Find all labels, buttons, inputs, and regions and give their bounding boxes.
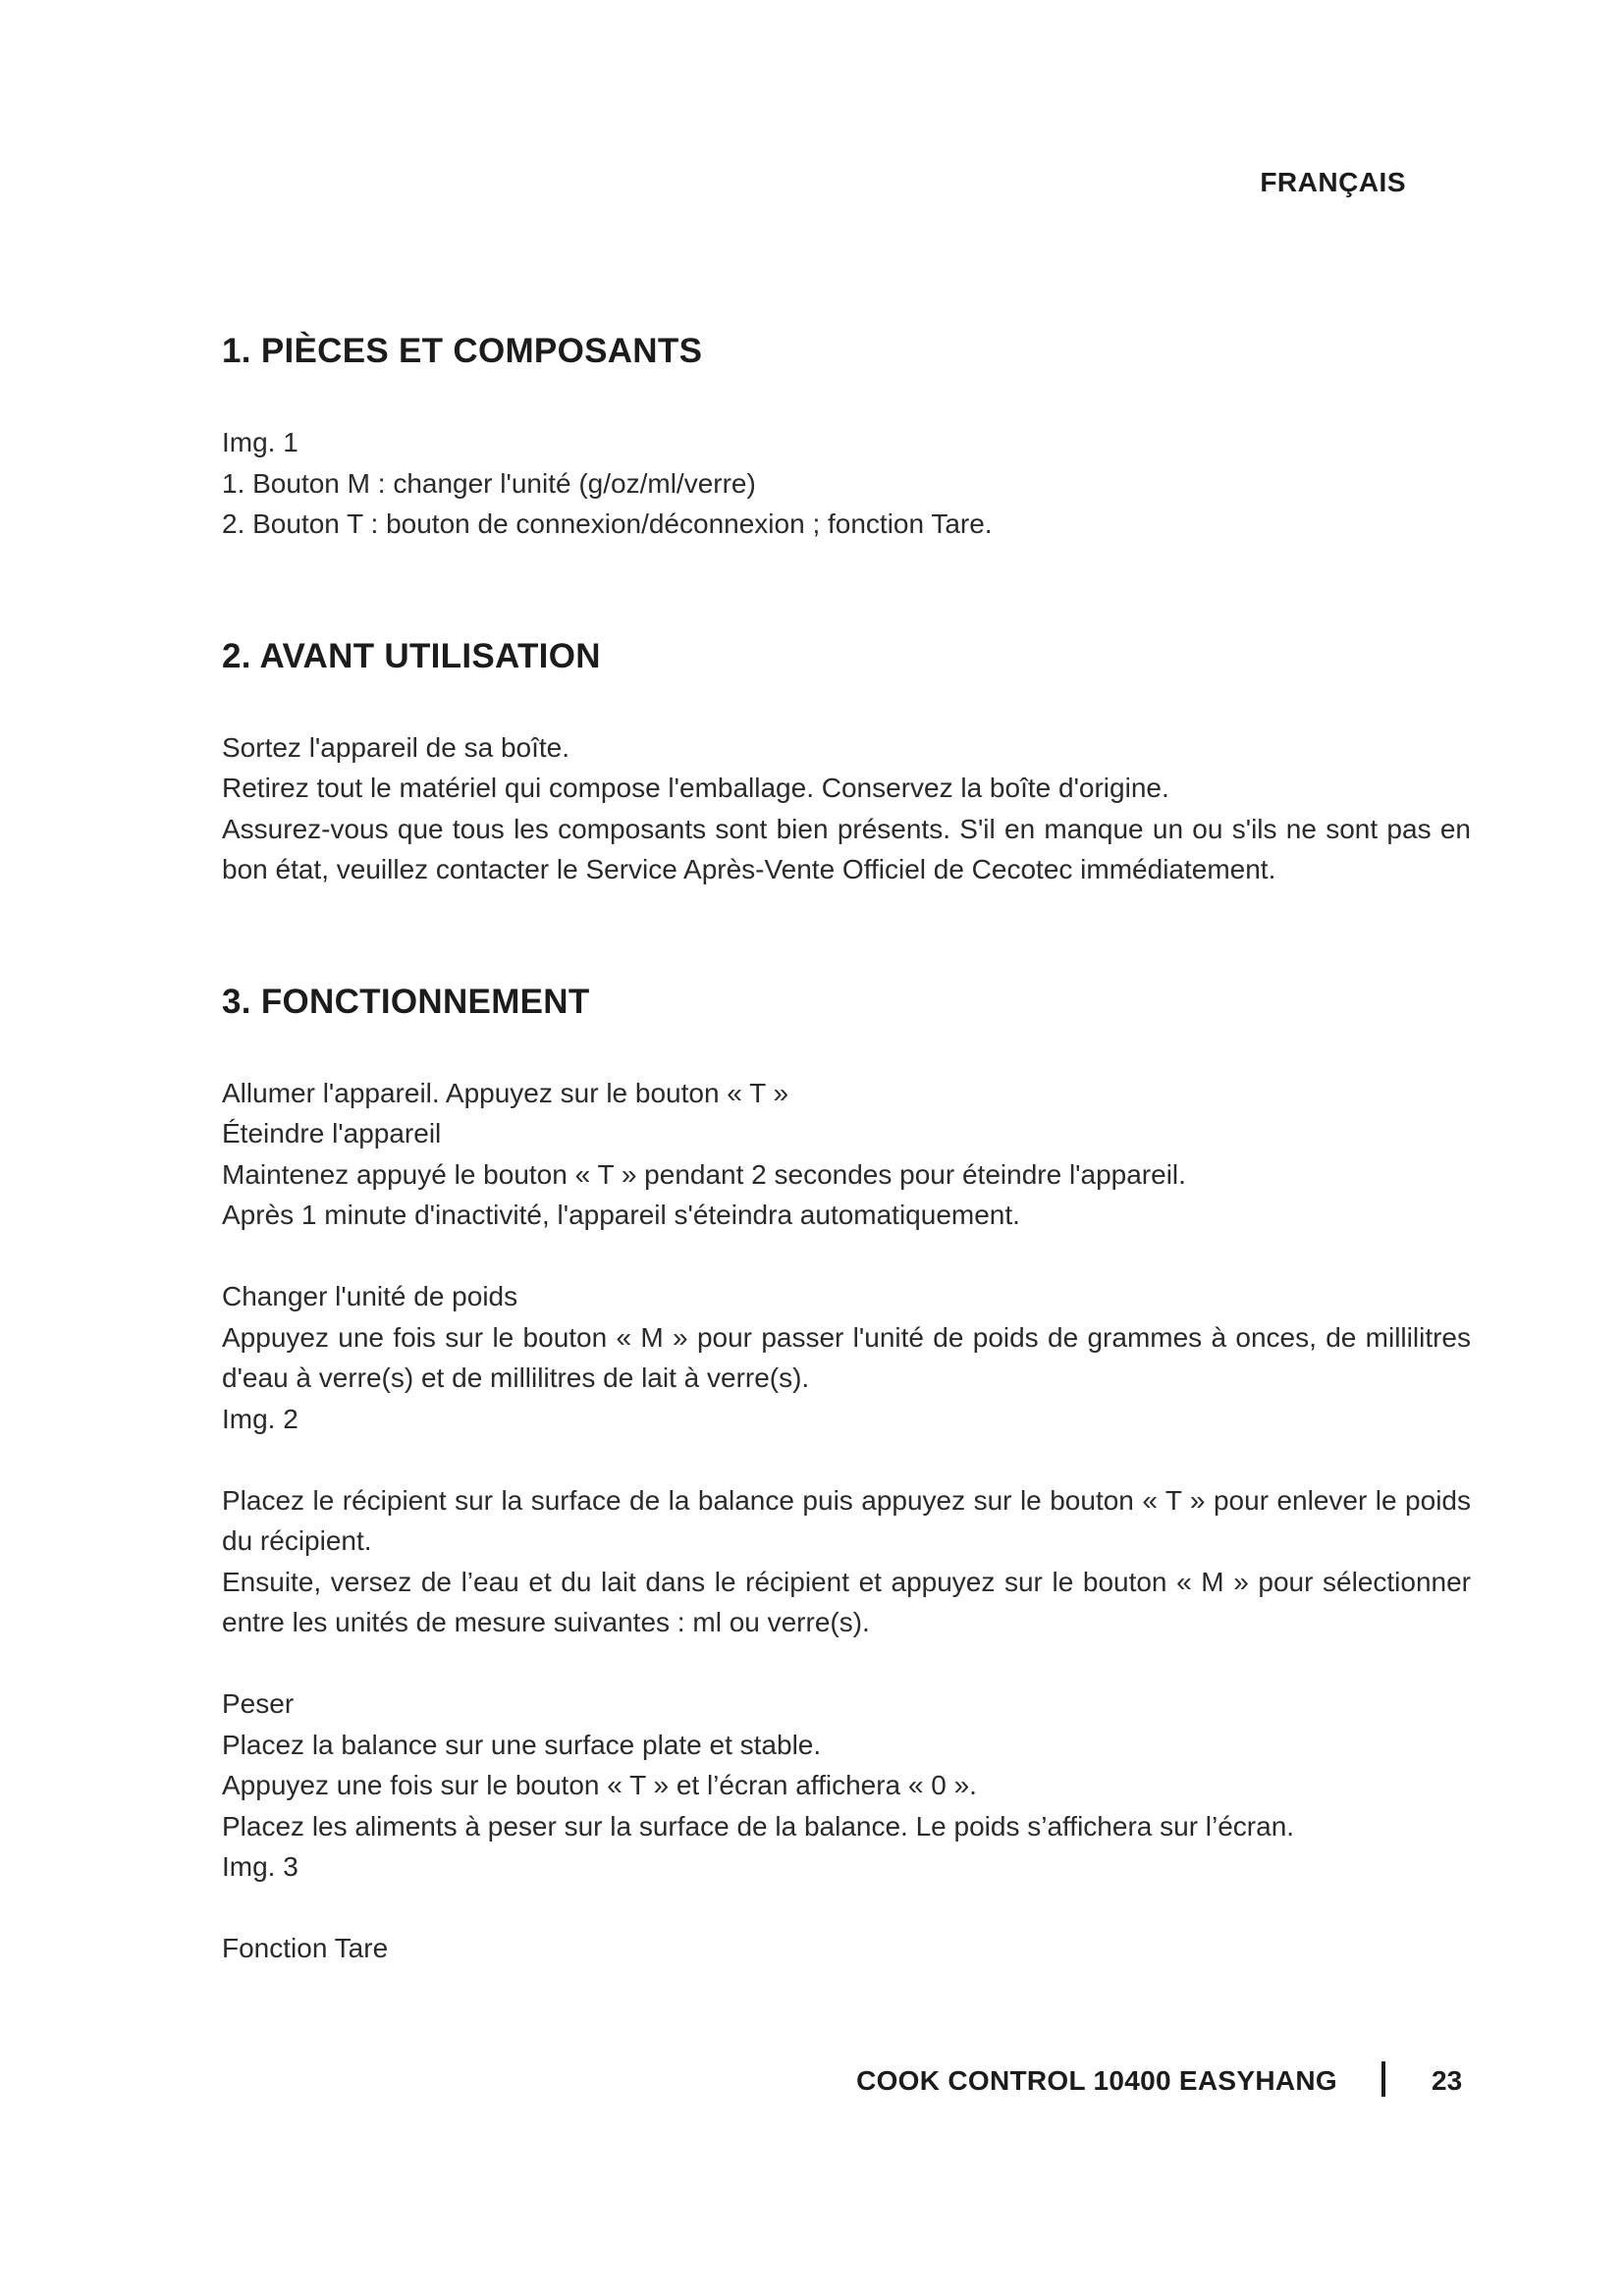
paragraph: Sortez l'appareil de sa boîte. <box>222 731 570 763</box>
page-content <box>222 330 1471 1969</box>
page-footer <box>0 2065 1624 2105</box>
page-number: 23 <box>1432 2065 1463 2096</box>
paragraph: Ensuite, versez de l’eau et du lait dans le récipient et appuyez sur le bouton « M » pour sélectionner entre les unités de mesure suivantes : ml ou verre(s). <box>222 1566 1471 1637</box>
paragraph: Maintenez appuyé le bouton « T » pendant 2 secondes pour éteindre l'appareil. <box>222 1158 1186 1190</box>
paragraph: Placez le récipient sur la surface de la balance puis appuyez sur le bouton « T » pour enlever le poids du récipient. <box>222 1484 1471 1556</box>
img-reference: Img. 1 <box>222 427 298 457</box>
product-model: COOK CONTROL 10400 EASYHANG <box>856 2065 1337 2096</box>
paragraph: Après 1 minute d'inactivité, l'appareil s'éteindra automatiquement. <box>222 1200 1020 1230</box>
language-label: FRANÇAIS <box>1260 167 1406 197</box>
footer-divider <box>1381 2061 1385 2097</box>
section-title-operation: 3. FONCTIONNEMENT <box>222 982 590 1021</box>
subheading: Peser <box>222 1688 295 1719</box>
list-item: 1. Bouton M : changer l'unité (g/oz/ml/verre) <box>222 467 756 499</box>
subheading: Fonction Tare <box>222 1933 389 1963</box>
img-reference: Img. 2 <box>222 1403 298 1434</box>
subheading: Changer l'unité de poids <box>222 1281 518 1311</box>
paragraph: Allumer l'appareil. Appuyez sur le bouton « T » <box>222 1077 789 1108</box>
subheading: Éteindre l'appareil <box>222 1118 442 1148</box>
paragraph: Placez la balance sur une surface plate et stable. <box>222 1729 822 1760</box>
list-item: 2. Bouton T : bouton de connexion/déconnexion ; fonction Tare. <box>222 508 993 539</box>
section-title-parts: 1. PIÈCES ET COMPOSANTS <box>222 332 703 370</box>
paragraph: Retirez tout le matériel qui compose l'emballage. Conservez la boîte d'origine. <box>222 773 1169 803</box>
paragraph: Placez les aliments à peser sur la surface de la balance. Le poids s’affichera sur l’écran. <box>222 1810 1295 1842</box>
paragraph: Assurez-vous que tous les composants sont bien présents. S'il en manque un ou s'ils ne sont pas en bon état, veuillez contacter le Service Après-Vente Officiel de Cecotec immédiatement. <box>222 813 1471 884</box>
img-reference: Img. 3 <box>222 1851 298 1882</box>
paragraph: Appuyez une fois sur le bouton « M » pour passer l'unité de poids de grammes à onces, de millilitres d'eau à verre(s) et de millilitres de lait à verre(s). <box>222 1321 1471 1393</box>
section-title-before-use: 2. AVANT UTILISATION <box>222 636 601 675</box>
paragraph: Appuyez une fois sur le bouton « T » et l’écran affichera « 0 ». <box>222 1770 977 1800</box>
